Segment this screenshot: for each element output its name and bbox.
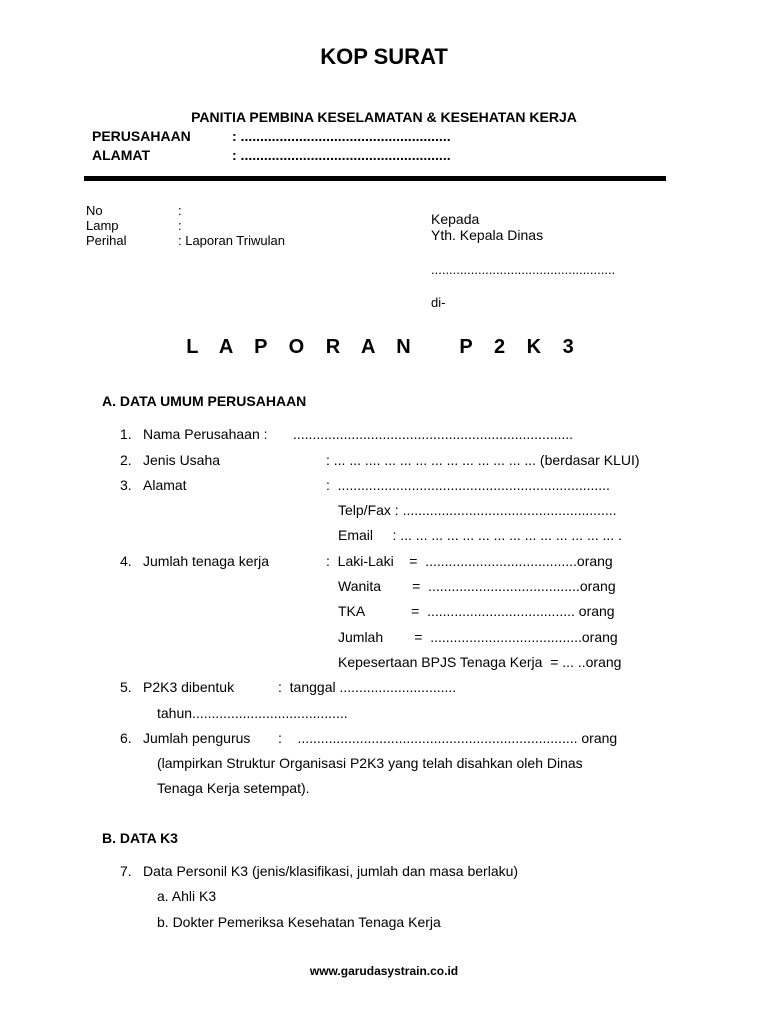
attachment-note-line1: (lampirkan Struktur Organisasi P2K3 yang telah disahkan oleh Dinas (157, 755, 583, 771)
footer-website: www.garudasystrain.co.id (309, 964, 459, 978)
committee-name: PANITIA PEMBINA KESELAMATAN & KESEHATAN KERJA (191, 109, 577, 125)
telp-fax-line: Telp/Fax : ....................................................... (338, 502, 617, 518)
item-number: 1. (120, 426, 132, 442)
item-number: 2. (120, 452, 132, 468)
item-number: 4. (120, 553, 132, 569)
section-a-heading: A. DATA UMUM PERUSAHAAN (102, 393, 307, 409)
report-title: L A P O R A N P 2 K 3 (186, 336, 582, 358)
item-label-alamat: Alamat (143, 477, 187, 493)
item-label-nama-perusahaan: Nama Perusahaan : (143, 426, 268, 442)
recipient-addressee: Yth. Kepala Dinas (431, 227, 544, 243)
item-value-alamat: : ...................................................................... (326, 477, 610, 493)
attachment-note-line2: Tenaga Kerja setempat). (157, 780, 310, 796)
no-label: No (86, 203, 103, 218)
letterhead-divider (84, 176, 666, 181)
email-line: Email : ... ... ... ... ... ... ... ... ... ... ... ... ... ... . (338, 527, 622, 543)
jumlah-line: Jumlah = .......................................orang (338, 629, 618, 645)
item-label-jenis-usaha: Jenis Usaha (143, 452, 221, 468)
item-value-tanggal: : tanggal .............................. (278, 679, 457, 695)
perihal-value: : Laporan Triwulan (178, 233, 285, 248)
company-value: : ...................................................... (232, 128, 451, 144)
item-label-tenaga-kerja: Jumlah tenaga kerja (143, 553, 270, 569)
recipient-blank: ................................................... (431, 262, 616, 277)
bpjs-line: Kepesertaan BPJS Tenaga Kerja = ... ..orang (338, 654, 622, 670)
address-label: ALAMAT (92, 147, 151, 163)
sub-item-dokter: b. Dokter Pemeriksa Kesehatan Tenaga Kerja (157, 914, 441, 930)
item-number: 7. (120, 863, 132, 879)
item-label-jumlah-pengurus: Jumlah pengurus (143, 730, 251, 746)
tahun-line: tahun........................................ (157, 705, 348, 721)
recipient-kepada: Kepada (431, 211, 480, 227)
lamp-value: : (178, 218, 182, 233)
item-value-nama-perusahaan: ........................................................................ (293, 426, 574, 442)
address-value: : ...................................................... (232, 147, 451, 163)
laki-laki-line: : Laki-Laki = .......................................orang (326, 553, 613, 569)
tka-line: TKA = ...................................... orang (338, 603, 615, 619)
recipient-di: di- (431, 295, 446, 310)
item-label-data-personil: Data Personil K3 (jenis/klasifikasi, jumlah dan masa berlaku) (143, 863, 519, 879)
item-number: 6. (120, 730, 132, 746)
item-value-jenis-usaha: : ... ... .... ... ... ... ... ... ... ... ... ... ... (berdasar KLUI) (326, 452, 640, 468)
letterhead-title: KOP SURAT (320, 44, 448, 69)
item-number: 3. (120, 477, 132, 493)
item-value-jumlah-pengurus: : ........................................................................ orang (278, 730, 618, 746)
lamp-label: Lamp (86, 218, 119, 233)
section-b-heading: B. DATA K3 (102, 830, 178, 846)
item-number: 5. (120, 679, 132, 695)
no-value: : (178, 203, 182, 218)
sub-item-ahli-k3: a. Ahli K3 (157, 888, 217, 904)
item-label-p2k3-dibentuk: P2K3 dibentuk (143, 679, 235, 695)
wanita-line: Wanita = .......................................orang (338, 578, 616, 594)
perihal-label: Perihal (86, 233, 127, 248)
company-label: PERUSAHAAN (92, 128, 191, 144)
